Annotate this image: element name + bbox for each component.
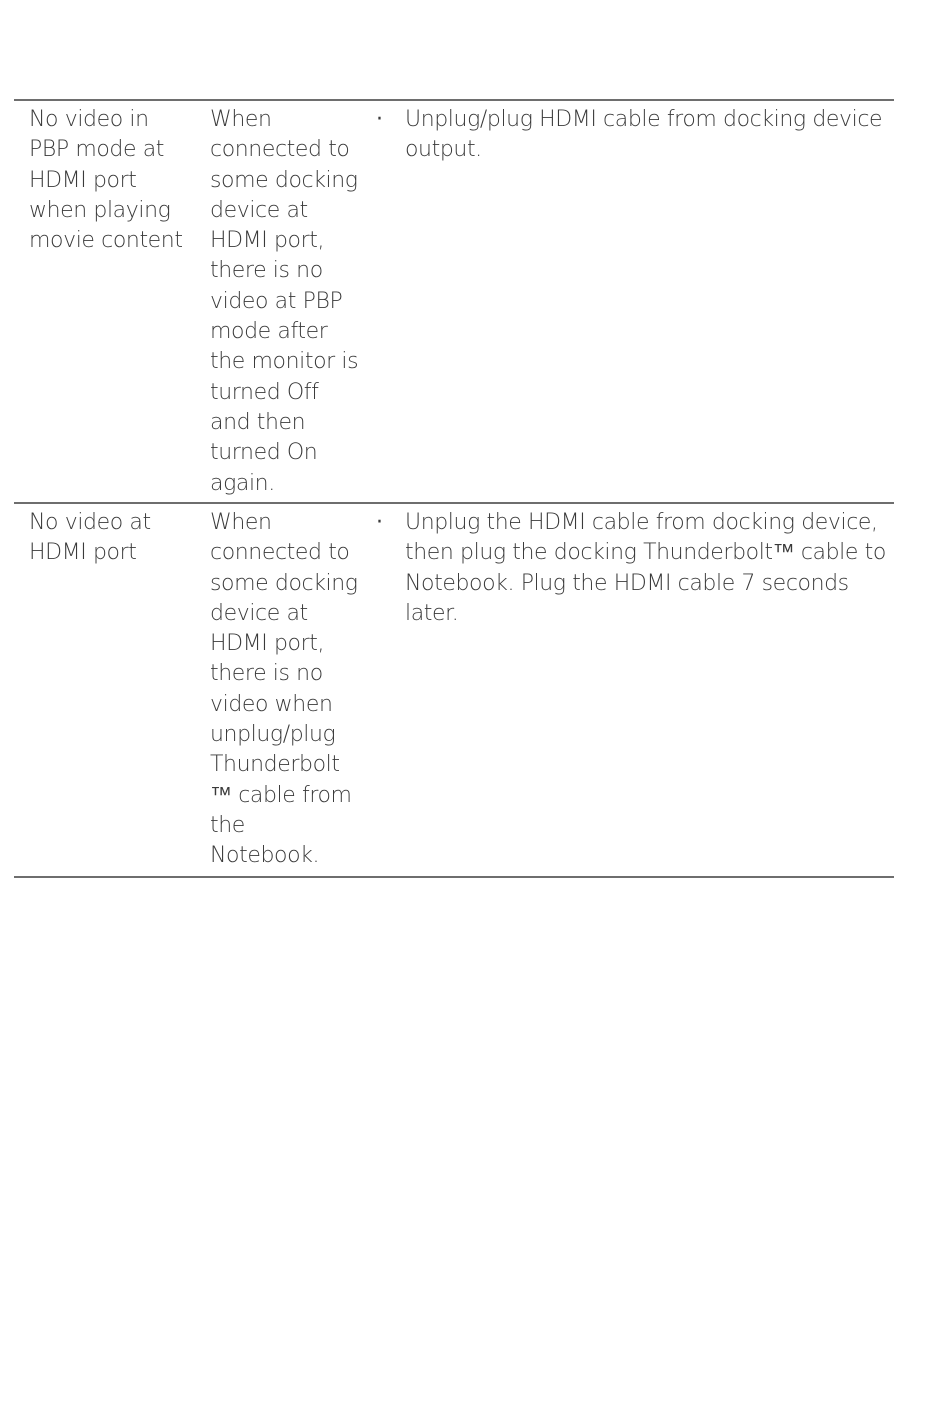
solution-cell: Unplug the HDMI cable from docking device, then plug the docking Thunderbolt™ cable to Notebook. Plug the HDMI cable 7 seconds later. <box>405 510 886 626</box>
problem-cell: No video in PBP mode at HDMI port when playing movie content <box>29 107 183 254</box>
table-row <box>14 101 894 502</box>
problem-cell: No video at HDMI port <box>29 510 151 566</box>
symptom-cell: When connected to some docking device at HDMI port, there is no video when unplug/plug Thunderbolt ™ cable from the Notebook. <box>210 510 358 869</box>
troubleshooting-table <box>14 99 894 878</box>
table-row <box>14 504 894 876</box>
solution-cell: Unplug/plug HDMI cable from docking device output. <box>405 107 883 163</box>
symptom-cell: When connected to some docking device at HDMI port, there is no video at PBP mode after the monitor is turned Off and then turned On again. <box>210 107 359 496</box>
bullet-marker: · <box>376 107 383 132</box>
bullet-marker: · <box>376 510 383 535</box>
table-bottom-rule <box>14 876 894 878</box>
